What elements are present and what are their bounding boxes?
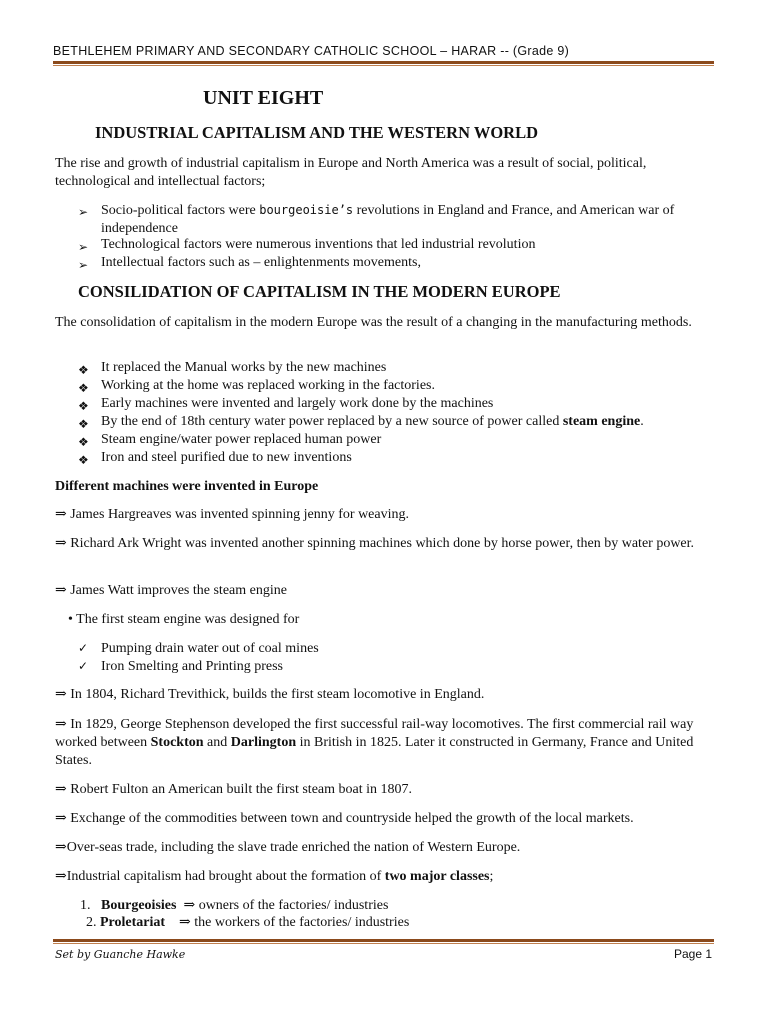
diamond-bullet-icon: ❖ bbox=[78, 381, 89, 395]
page-header: BETHLEHEM PRIMARY AND SECONDARY CATHOLIC SCHOOL – HARAR -- (Grade 9) bbox=[53, 44, 570, 58]
use-smelting: Iron Smelting and Printing press bbox=[101, 659, 283, 674]
arrowhead-bullet-icon: ➢ bbox=[78, 240, 89, 254]
item-exchange: ⇒ Exchange of the commodities between town and countryside helped the growth of the local markets. bbox=[55, 811, 634, 826]
arrow-icon: ⇒ bbox=[55, 869, 67, 884]
arrow-icon: ⇒ bbox=[183, 898, 196, 913]
header-rule-thin bbox=[53, 65, 714, 66]
footer-author: Set by Guanche Hawke bbox=[55, 948, 186, 961]
page-number: Page 1 bbox=[674, 947, 713, 961]
check-icon: ✓ bbox=[78, 659, 89, 673]
item-trevithick: ⇒ In 1804, Richard Trevithick, builds the first steam locomotive in England. bbox=[55, 687, 485, 702]
factor-intellectual: Intellectual factors such as – enlightenments movements, bbox=[101, 255, 421, 270]
use-pumping: Pumping drain water out of coal mines bbox=[101, 641, 319, 656]
arrow-icon: ⇒ bbox=[55, 507, 67, 522]
consolidation-item: Working at the home was replaced working in the factories. bbox=[101, 378, 435, 393]
footer-rule bbox=[53, 939, 714, 942]
class-item-bourgeoisies: 1. Bourgeoisies ⇒ owners of the factories/ industries bbox=[80, 898, 389, 913]
section1-intro: The rise and growth of industrial capitalism in Europe and North America was a result of social, political, technological and intellectual factors; bbox=[55, 156, 647, 189]
header-rule bbox=[53, 61, 714, 64]
footer-rule-thin bbox=[53, 943, 714, 944]
item-stephenson: ⇒ In 1829, George Stephenson developed the first successful rail-way locomotives. The first commercial rail way worked between Stockton and Darlington in British in 1825. Later it constructed in Germany, France and United States. bbox=[55, 717, 694, 768]
arrow-icon: ⇒ bbox=[55, 536, 67, 551]
consolidation-item: Early machines were invented and largely work done by the machines bbox=[101, 396, 494, 411]
arrowhead-bullet-icon: ➢ bbox=[78, 258, 89, 272]
arrow-icon: ⇒ bbox=[55, 583, 67, 598]
dot-bullet-icon: • bbox=[68, 612, 73, 627]
arrow-icon: ⇒ bbox=[55, 840, 67, 855]
diamond-bullet-icon: ❖ bbox=[78, 435, 89, 449]
section-title-consolidation: CONSILIDATION OF CAPITALISM IN THE MODERN EUROPE bbox=[78, 282, 561, 301]
diamond-bullet-icon: ❖ bbox=[78, 363, 89, 377]
factor-sociopolitical: Socio-political factors were bourgeoisie’s revolutions in England and France, and American war of independence bbox=[101, 203, 675, 236]
item-watt: ⇒ James Watt improves the steam engine bbox=[55, 583, 287, 598]
arrow-icon: ⇒ bbox=[55, 811, 67, 826]
item-hargreaves: ⇒ James Hargreaves was invented spinning jenny for weaving. bbox=[55, 507, 409, 522]
arrow-icon: ⇒ bbox=[55, 782, 67, 797]
unit-title: UNIT EIGHT bbox=[203, 87, 324, 109]
consolidation-item: By the end of 18th century water power replaced by a new source of power called steam engine. bbox=[101, 414, 644, 429]
arrowhead-bullet-icon: ➢ bbox=[78, 205, 89, 219]
class-item-proletariat: 2. Proletariat ⇒ the workers of the factories/ industries bbox=[86, 915, 410, 930]
arrow-icon: ⇒ bbox=[55, 687, 67, 702]
consolidation-item: Steam engine/water power replaced human power bbox=[101, 432, 382, 447]
item-fulton: ⇒ Robert Fulton an American built the first steam boat in 1807. bbox=[55, 782, 413, 797]
diamond-bullet-icon: ❖ bbox=[78, 453, 89, 467]
first-steam-engine-note: • The first steam engine was designed for bbox=[68, 612, 300, 627]
arrow-icon: ⇒ bbox=[179, 915, 191, 930]
item-overseas: ⇒Over-seas trade, including the slave trade enriched the nation of Western Europe. bbox=[55, 840, 521, 855]
diamond-bullet-icon: ❖ bbox=[78, 399, 89, 413]
check-icon: ✓ bbox=[78, 641, 89, 655]
arrow-icon: ⇒ bbox=[55, 717, 67, 732]
section-title-industrial: INDUSTRIAL CAPITALISM AND THE WESTERN WORLD bbox=[95, 123, 539, 142]
item-classes: ⇒Industrial capitalism had brought about the formation of two major classes; bbox=[55, 869, 494, 884]
consolidation-item: Iron and steel purified due to new inventions bbox=[101, 450, 352, 465]
consolidation-item: It replaced the Manual works by the new machines bbox=[101, 360, 387, 375]
section2-intro: The consolidation of capitalism in the modern Europe was the result of a changing in the manufacturing methods. bbox=[55, 315, 692, 330]
machines-heading: Different machines were invented in Europe bbox=[55, 479, 319, 494]
factor-technological: Technological factors were numerous inventions that led industrial revolution bbox=[101, 237, 536, 252]
diamond-bullet-icon: ❖ bbox=[78, 417, 89, 431]
item-arkwright: ⇒ Richard Ark Wright was invented another spinning machines which done by horse power, then by water power. bbox=[55, 536, 695, 551]
